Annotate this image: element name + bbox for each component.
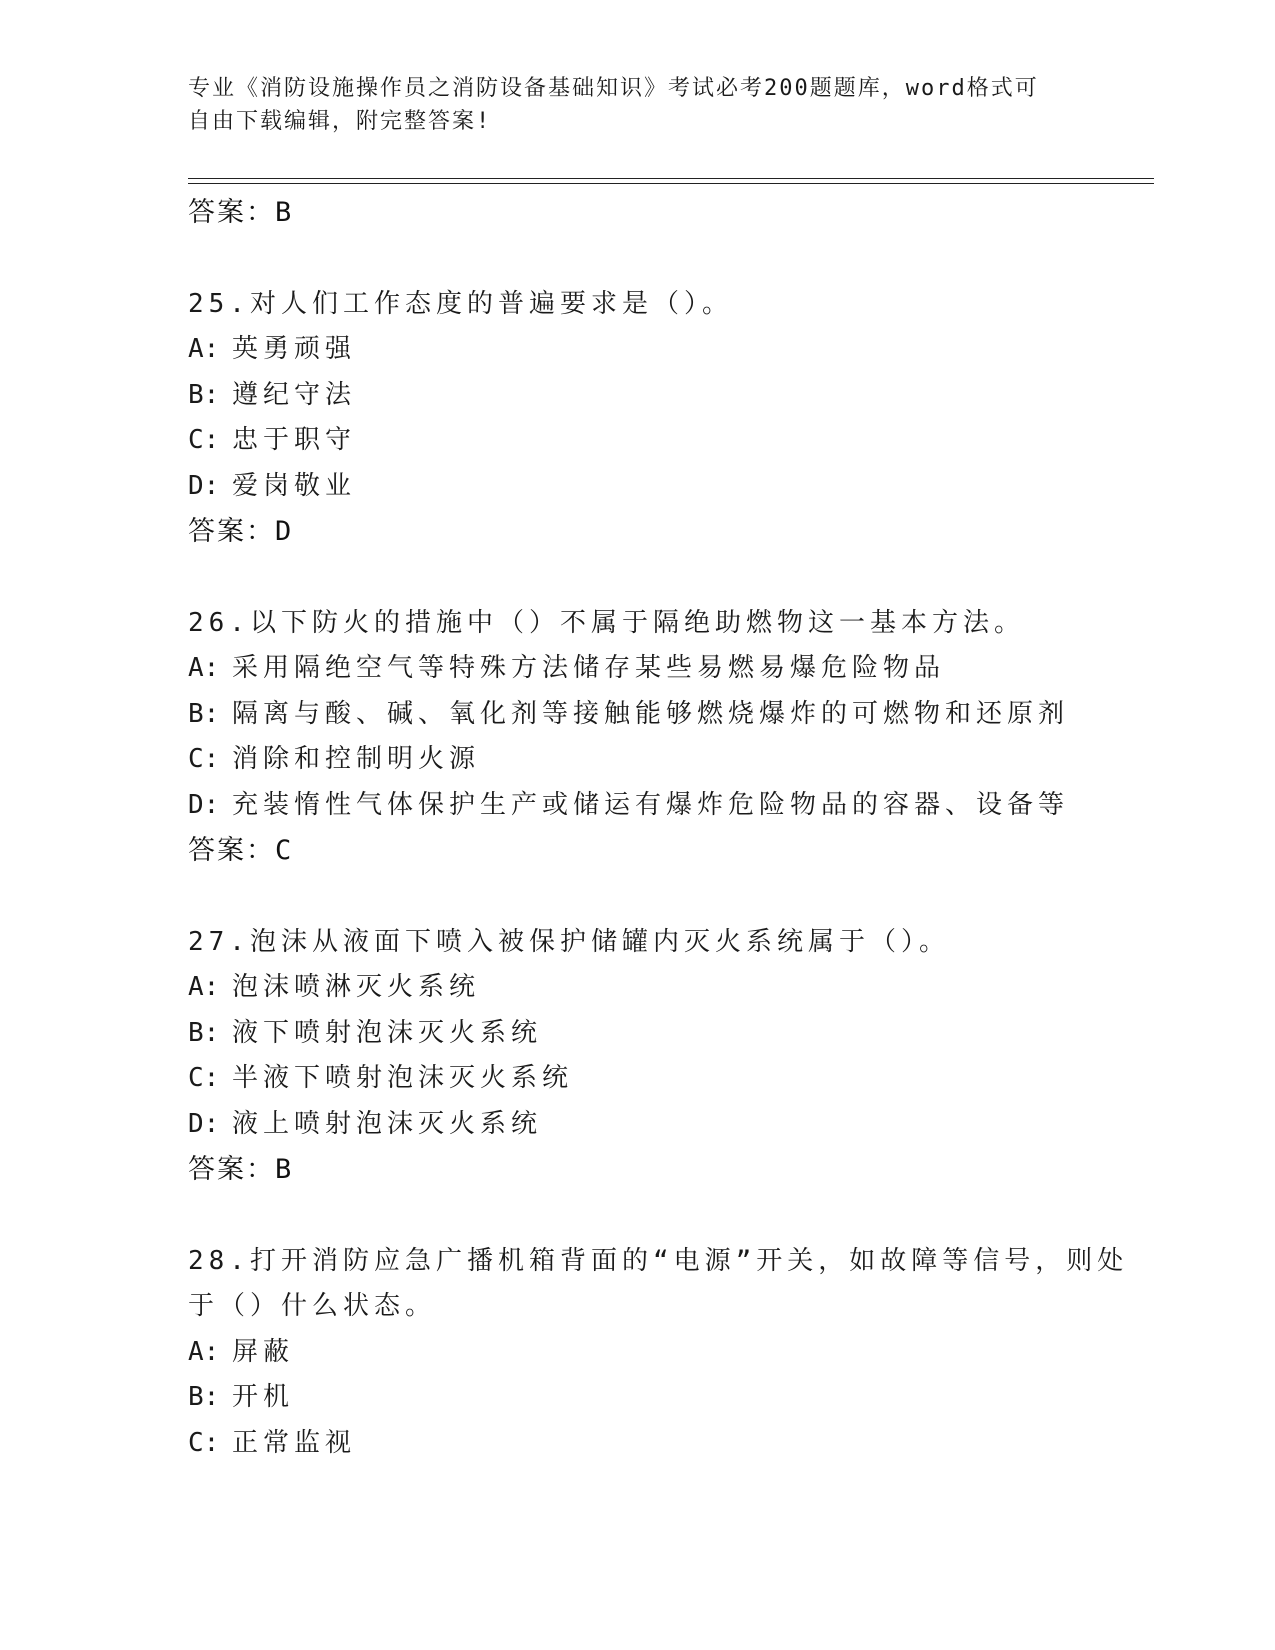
previous-answer: 答案：B	[188, 197, 294, 228]
option-b	[188, 373, 1088, 419]
option-b	[188, 1375, 1088, 1421]
question-stem-line-1: 28.打开消防应急广播机箱背面的“电源”开关，如故障等信号，则处	[188, 1245, 1129, 1276]
question-28	[188, 1239, 1129, 1467]
option-key: A:	[188, 972, 220, 1002]
question-stem-line-2: 于（）什么状态。	[188, 1291, 437, 1321]
document-header	[188, 72, 1088, 138]
answer: 答案：C	[188, 835, 294, 866]
option-text: 液下喷射泡沫灭火系统	[232, 1017, 543, 1048]
answer: 答案：B	[188, 1154, 294, 1185]
option-a	[188, 327, 1088, 373]
option-text: 液上喷射泡沫灭火系统	[232, 1108, 543, 1139]
spacer	[188, 236, 1088, 282]
option-key: B:	[188, 1017, 220, 1048]
option-key: A:	[188, 653, 220, 683]
option-d	[188, 464, 1088, 510]
question-list	[188, 190, 1129, 1466]
option-key: A:	[188, 1336, 220, 1367]
option-text: 隔离与酸、碱、氧化剂等接触能够燃烧爆炸的可燃物和还原剂	[232, 698, 1070, 729]
option-key: C:	[188, 1063, 220, 1093]
option-c	[188, 1056, 1088, 1102]
question-stem: 27.泡沫从液面下喷入被保护储罐内灭火系统属于（）。	[188, 926, 950, 957]
option-key: B:	[188, 698, 220, 729]
option-text: 充装惰性气体保护生产或储运有爆炸危险物品的容器、设备等	[232, 789, 1070, 820]
option-key: C:	[188, 1427, 220, 1458]
option-text: 正常监视	[232, 1427, 357, 1458]
option-key: A:	[188, 334, 220, 364]
option-key: D:	[188, 1108, 220, 1139]
option-text: 采用隔绝空气等特殊方法储存某些易燃易爆危险物品	[232, 653, 946, 683]
option-c	[188, 737, 1088, 783]
header-divider-top	[188, 178, 1154, 179]
option-key: B:	[188, 1382, 220, 1412]
option-c	[188, 418, 1088, 464]
option-a	[188, 965, 1088, 1011]
header-divider-bottom	[188, 183, 1154, 184]
option-text: 遵纪守法	[232, 379, 357, 410]
question-27	[188, 920, 1088, 1193]
option-text: 泡沫喷淋灭火系统	[232, 972, 481, 1002]
option-key: C:	[188, 744, 220, 774]
option-a	[188, 1330, 1088, 1376]
spacer	[188, 555, 1088, 601]
option-b	[188, 692, 1088, 738]
option-text: 忠于职守	[232, 425, 357, 455]
option-key: B:	[188, 379, 220, 410]
option-c	[188, 1421, 1088, 1467]
question-stem: 25.对人们工作态度的普遍要求是（）。	[188, 288, 733, 319]
question-25	[188, 282, 1088, 555]
option-text: 英勇顽强	[232, 334, 357, 364]
header-line-2: 自由下载编辑，附完整答案!	[188, 109, 492, 134]
spacer	[188, 874, 1088, 920]
option-text: 消除和控制明火源	[232, 744, 481, 774]
option-d	[188, 783, 1088, 829]
option-d	[188, 1102, 1088, 1148]
option-text: 开机	[232, 1382, 295, 1412]
option-text: 半液下喷射泡沫灭火系统	[232, 1063, 574, 1093]
question-stem: 26.以下防火的措施中（）不属于隔绝助燃物这一基本方法。	[188, 607, 1025, 638]
option-text: 爱岗敬业	[232, 470, 357, 501]
answer: 答案：D	[188, 516, 294, 547]
option-key: D:	[188, 789, 220, 820]
option-a	[188, 646, 1088, 692]
option-key: D:	[188, 470, 220, 501]
header-line-1: 专业《消防设施操作员之消防设备基础知识》考试必考200题题库，word格式可	[188, 76, 1039, 101]
option-text: 屏蔽	[232, 1336, 295, 1367]
option-b	[188, 1011, 1088, 1057]
spacer	[188, 1193, 1088, 1239]
option-key: C:	[188, 425, 220, 455]
question-26	[188, 601, 1088, 874]
